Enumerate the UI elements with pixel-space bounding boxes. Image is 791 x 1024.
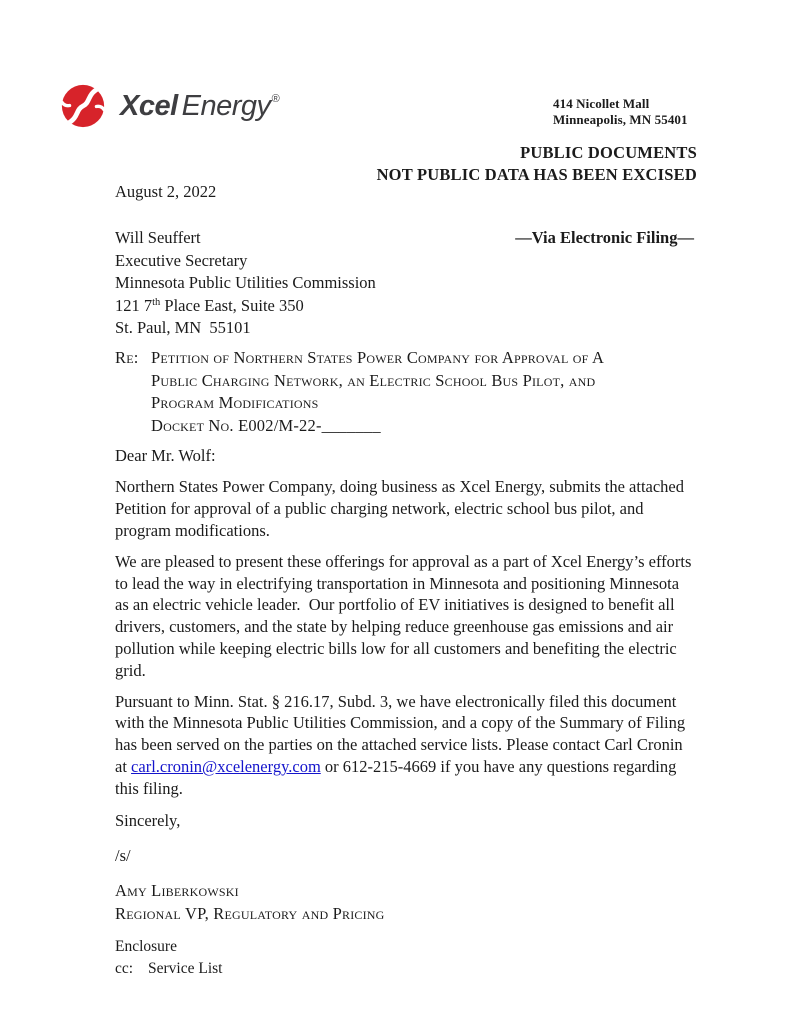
letter-date: August 2, 2022	[115, 182, 217, 201]
re-subject-line2: Public Charging Network, an Electric School Bus Pilot, and	[151, 370, 596, 390]
salutation: Dear Mr. Wolf:	[115, 446, 216, 466]
signer-block	[115, 880, 694, 925]
footer-block	[115, 936, 694, 979]
signer-title: Regional VP, Regulatory and Pricing	[115, 903, 385, 923]
wordmark-xcel: Xcel	[120, 89, 178, 122]
cc-label: cc:	[115, 959, 134, 977]
closing-sincerely: Sincerely,	[115, 810, 181, 830]
recipient-city: St. Paul, MN 55101	[115, 318, 251, 338]
recipient-title: Executive Secretary	[115, 250, 248, 270]
letter-body	[115, 181, 694, 979]
recipient-org: Minnesota Public Utilities Commission	[115, 273, 376, 293]
re-docket-number: Docket No. E002/M-22-_______	[151, 415, 381, 435]
re-subject	[151, 347, 694, 437]
enclosure-note: Enclosure	[115, 938, 177, 956]
wordmark-energy: Energy	[181, 89, 271, 122]
cc-line	[115, 958, 694, 980]
ordinal-suffix: th	[152, 296, 161, 308]
email-link[interactable]: carl.cronin@xcelenergy.com	[131, 757, 321, 777]
re-block	[115, 347, 694, 437]
cc-value: Service List	[148, 959, 223, 977]
letterhead-address	[553, 96, 688, 128]
re-label: Re:	[115, 348, 139, 368]
recipient-block	[115, 227, 694, 339]
letterhead-address-line1: 414 Nicollet Mall	[553, 96, 650, 111]
signer-name: Amy Liberkowski	[115, 881, 239, 901]
banner-line2: NOT PUBLIC DATA HAS BEEN EXCISED	[376, 165, 697, 184]
paragraph-3: Pursuant to Minn. Stat. § 216.17, Subd. 3, we have electronically filed this document with the Minnesota Public Utilities Commission, and a copy of the Summary of Filing has been served on the parties on the attached service lists. Please contact Carl Cronin at carl.cronin@xcelenergy.com or 612-215-4669 if you have any questions regarding this filing.	[115, 691, 686, 798]
signature-slash-s: /s/	[115, 846, 131, 866]
registered-mark: ®	[271, 92, 280, 105]
via-electronic-filing: —Via Electronic Filing—	[515, 228, 694, 248]
banner-line1: PUBLIC DOCUMENTS	[520, 143, 697, 162]
letterhead-address-line2: Minneapolis, MN 55401	[553, 112, 688, 127]
paragraph-2: We are pleased to present these offerings for approval as a part of Xcel Energy’s efforts to lead the way in electrifying transportation in Minnesota and positioning Minnesota as an electric vehicle leader. Our portfolio of EV initiatives is designed to benefit all drivers, customers, and the state by helping reduce greenhouse gas emissions and air pollution while keeping electric bills low for all customers and benefiting the electric grid.	[115, 551, 692, 680]
re-subject-line1: Petition of Northern States Power Company for Approval of A	[151, 348, 605, 368]
recipient-street: 121 7th Place East, Suite 350	[115, 295, 304, 315]
paragraph-1: Northern States Power Company, doing business as Xcel Energy, submits the attached Petition for approval of a public charging network, electric school bus pilot, and program modifications.	[115, 477, 684, 541]
xcel-energy-wordmark	[120, 90, 279, 123]
re-subject-line3: Program Modifications	[151, 393, 319, 413]
xcel-swirl-icon	[58, 82, 108, 130]
public-documents-banner	[377, 142, 697, 186]
recipient-name: Will Seuffert	[115, 228, 201, 248]
xcel-energy-logo	[58, 82, 279, 130]
